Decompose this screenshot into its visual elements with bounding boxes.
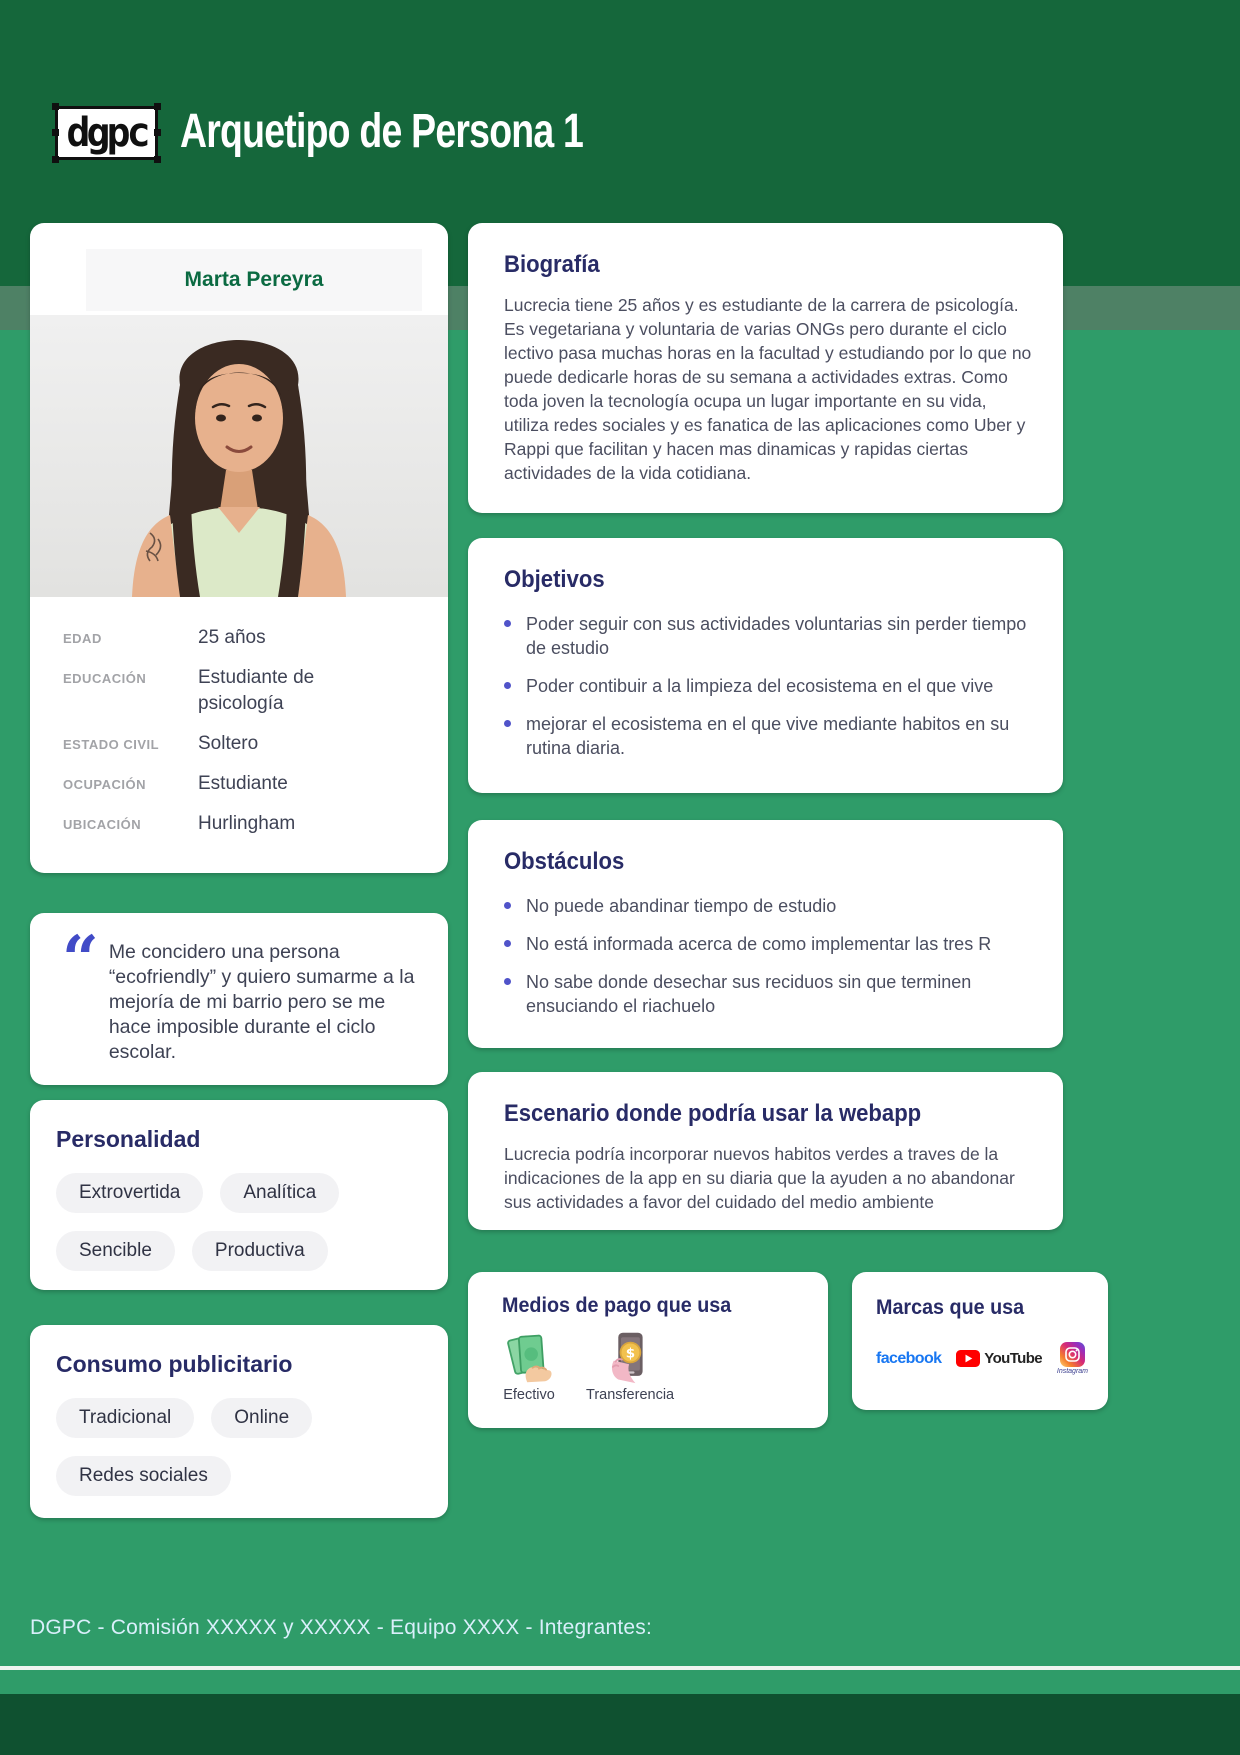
brands-card <box>852 1272 1108 1410</box>
profile-field-row <box>63 625 428 651</box>
quote-card <box>30 913 448 1085</box>
bullet-dot <box>504 940 511 947</box>
scenario-title: Escenario donde podría usar la webapp <box>504 1100 922 1127</box>
cash-icon <box>502 1330 556 1384</box>
field-value: 25 años <box>198 627 266 648</box>
youtube-play-icon <box>956 1350 980 1367</box>
selection-handle[interactable] <box>52 103 59 110</box>
personality-tag: Sencible <box>56 1231 175 1271</box>
phone-transfer-icon <box>603 1330 657 1384</box>
field-value: Estudiante de psicología <box>198 667 315 714</box>
brand-logos <box>876 1342 1088 1375</box>
selection-handle[interactable] <box>154 103 161 110</box>
payment-method-transfer <box>586 1330 674 1403</box>
goals-title: Objetivos <box>504 566 605 593</box>
svg-text:$: $ <box>625 1345 636 1362</box>
bullet-dot <box>504 720 511 727</box>
goals-card <box>468 538 1063 793</box>
ad-consumption-tags <box>56 1398 422 1496</box>
background-band-bottom <box>0 1694 1240 1755</box>
obstacle-item: No puede abandinar tiempo de estudio <box>504 894 1033 918</box>
biography-card <box>468 223 1063 513</box>
profile-field-row <box>63 811 428 837</box>
obstacle-item: No sabe donde desechar sus reciduos sin que terminen ensuciando el riachuelo <box>504 970 1033 1018</box>
personality-tag: Productiva <box>192 1231 328 1271</box>
field-value: Estudiante <box>198 773 288 794</box>
instagram-logo <box>1057 1342 1088 1375</box>
goal-item: mejorar el ecosistema en el que vive mediante habitos en su rutina diaria. <box>504 712 1033 760</box>
ad-consumption-card <box>30 1325 448 1518</box>
field-label: EDUCACIÓN <box>63 671 147 686</box>
payment-methods <box>502 1330 804 1403</box>
obstacle-item: No está informada acerca de como implementar las tres R <box>504 932 1033 956</box>
profile-fields <box>63 625 428 851</box>
persona-name: Marta Pereyra <box>86 249 422 311</box>
profile-field-row <box>63 771 428 797</box>
personality-card <box>30 1100 448 1290</box>
field-label: EDAD <box>63 631 102 646</box>
obstacles-title: Obstáculos <box>504 848 625 875</box>
personality-tag: Extrovertida <box>56 1173 203 1213</box>
biography-title: Biografía <box>504 251 600 278</box>
ad-consumption-tag: Redes sociales <box>56 1456 231 1496</box>
instagram-wordmark: Instagram <box>1056 1368 1088 1375</box>
payment-title: Medios de pago que usa <box>502 1294 732 1317</box>
youtube-logo <box>956 1350 1042 1367</box>
personality-tags <box>56 1173 422 1271</box>
profile-field-row <box>63 731 428 757</box>
scenario-card <box>468 1072 1063 1230</box>
ad-consumption-title: Consumo publicitario <box>56 1351 293 1377</box>
bullet-dot <box>504 620 511 627</box>
goals-list <box>504 612 1033 760</box>
field-value: Hurlingham <box>198 813 296 834</box>
brands-title: Marcas que usa <box>876 1296 1025 1319</box>
field-label: UBICACIÓN <box>63 817 142 832</box>
instagram-icon <box>1060 1342 1085 1367</box>
biography-text: Lucrecia tiene 25 años y es estudiante de la carrera de psicología. Es vegetariana y voluntaria de varias ONGs pero durante el ciclo lectivo pasa muchas horas en la facultad y estudiando por lo que no puede dedicarle horas de su semana a actividades extras. Como toda joven la tecnología ocupa un lugar importante en su vida, utiliza redes sociales y es fanatica de las aplicaciones como Uber y Rappi que facilitan y hacen mas dinamicas y rapidas ciertas actividades de la vida cotidiana. <box>504 295 1032 483</box>
payment-method-cash <box>502 1330 556 1403</box>
footer-text: DGPC - Comisión XXXXX y XXXXX - Equipo XXXX - Integrantes: <box>30 1616 653 1639</box>
profile-field-row <box>63 665 428 717</box>
goal-item: Poder contibuir a la limpieza del ecosistema en el que vive <box>504 674 1033 698</box>
woman-portrait-illustration <box>30 315 448 597</box>
ad-consumption-tag: Tradicional <box>56 1398 194 1438</box>
bullet-dot <box>504 902 511 909</box>
quote-icon: “ <box>62 922 93 997</box>
scenario-text: Lucrecia podría incorporar nuevos habitos verdes a traves de la indicaciones de la app en su diaria que la ayuden a no abandonar sus actividades a favor del cuidado del medio ambiente <box>504 1144 1015 1212</box>
dgpc-logo[interactable]: dgpc <box>55 106 158 160</box>
personality-tag: Analítica <box>220 1173 339 1213</box>
logo-selection-handles <box>55 106 158 160</box>
selection-handle[interactable] <box>52 156 59 163</box>
youtube-wordmark: YouTube <box>984 1350 1043 1367</box>
footer-divider <box>0 1666 1240 1670</box>
selection-handle[interactable] <box>154 129 161 136</box>
field-label: ESTADO CIVIL <box>63 737 160 752</box>
quote-text: Me concidero una persona “ecofriendly” y quiero sumarme a la mejoría de mi barrio pero se me hace imposible durante el ciclo escolar. <box>108 941 415 1063</box>
bullet-dot <box>504 978 511 985</box>
payment-method-label: Efectivo <box>503 1387 555 1403</box>
facebook-logo: facebook <box>876 1349 942 1367</box>
obstacles-card <box>468 820 1063 1048</box>
page-title: Arquetipo de Persona 1 <box>180 105 584 158</box>
payment-method-label: Transferencia <box>586 1387 675 1403</box>
selection-handle[interactable] <box>52 129 59 136</box>
selection-handle[interactable] <box>154 156 161 163</box>
personality-title: Personalidad <box>56 1126 201 1152</box>
profile-card <box>30 223 448 873</box>
persona-photo <box>30 315 448 597</box>
ad-consumption-tag: Online <box>211 1398 312 1438</box>
payment-card <box>468 1272 828 1428</box>
field-value: Soltero <box>198 733 259 754</box>
obstacles-list <box>504 894 1033 1018</box>
field-label: OCUPACIÓN <box>63 777 146 792</box>
bullet-dot <box>504 682 511 689</box>
goal-item: Poder seguir con sus actividades voluntarias sin perder tiempo de estudio <box>504 612 1033 660</box>
